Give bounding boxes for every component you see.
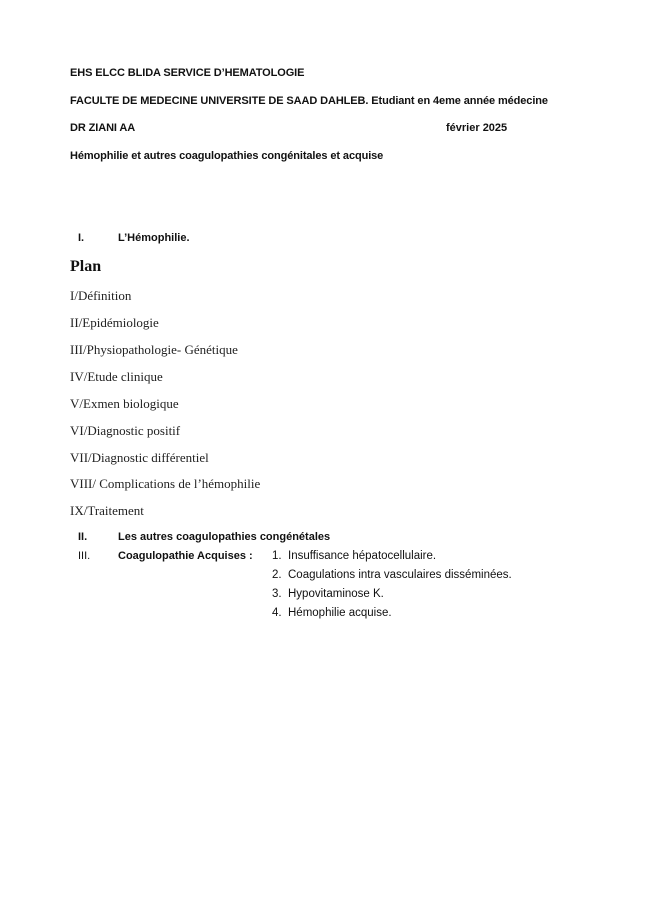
list-text: Insuffisance hépatocellulaire.: [288, 550, 437, 562]
list-text: Hémophilie acquise.: [288, 607, 392, 619]
section-3-title: Coagulopathie Acquises :: [118, 550, 253, 562]
plan-item: IV/Etude clinique: [70, 369, 163, 384]
header-faculty: FACULTE DE MEDECINE UNIVERSITE DE SAAD DAHLEB. Etudiant en 4eme année médecine: [70, 95, 548, 107]
acquired-list-item: [272, 588, 384, 600]
list-text: Hypovitaminose K.: [288, 588, 384, 600]
plan-item: I/Définition: [70, 288, 132, 303]
list-number: 2.: [272, 569, 282, 581]
list-number: 1.: [272, 550, 282, 562]
section-2-number: II.: [78, 531, 88, 543]
plan-item: VIII/ Complications de l’hémophilie: [70, 476, 261, 491]
plan-item: II/Epidémiologie: [70, 315, 159, 330]
plan-item: VII/Diagnostic différentiel: [70, 450, 209, 465]
acquired-list-item: [272, 607, 392, 619]
list-text: Coagulations intra vasculaires disséminées.: [288, 569, 512, 581]
section-1-number: I.: [78, 232, 85, 244]
header-author: DR ZIANI AA: [70, 122, 136, 134]
section-2-title: Les autres coagulopathies congénétales: [118, 531, 331, 543]
plan-item: III/Physiopathologie- Génétique: [70, 342, 238, 357]
document-subject: Hémophilie et autres coagulopathies congénitales et acquise: [70, 150, 384, 162]
header-institution: EHS ELCC BLIDA SERVICE D’HEMATOLOGIE: [70, 67, 305, 79]
section-3-number: III.: [78, 550, 91, 562]
header-date: février 2025: [446, 122, 508, 134]
plan-item: V/Exmen biologique: [70, 396, 179, 411]
acquired-list-item: [272, 550, 436, 562]
list-number: 4.: [272, 607, 282, 619]
list-number: 3.: [272, 588, 282, 600]
acquired-list-item: [272, 569, 512, 581]
plan-title: Plan: [70, 258, 102, 275]
plan-item: IX/Traitement: [70, 503, 144, 518]
section-1-title: L’Hémophilie.: [118, 232, 190, 244]
plan-item: VI/Diagnostic positif: [70, 423, 181, 438]
